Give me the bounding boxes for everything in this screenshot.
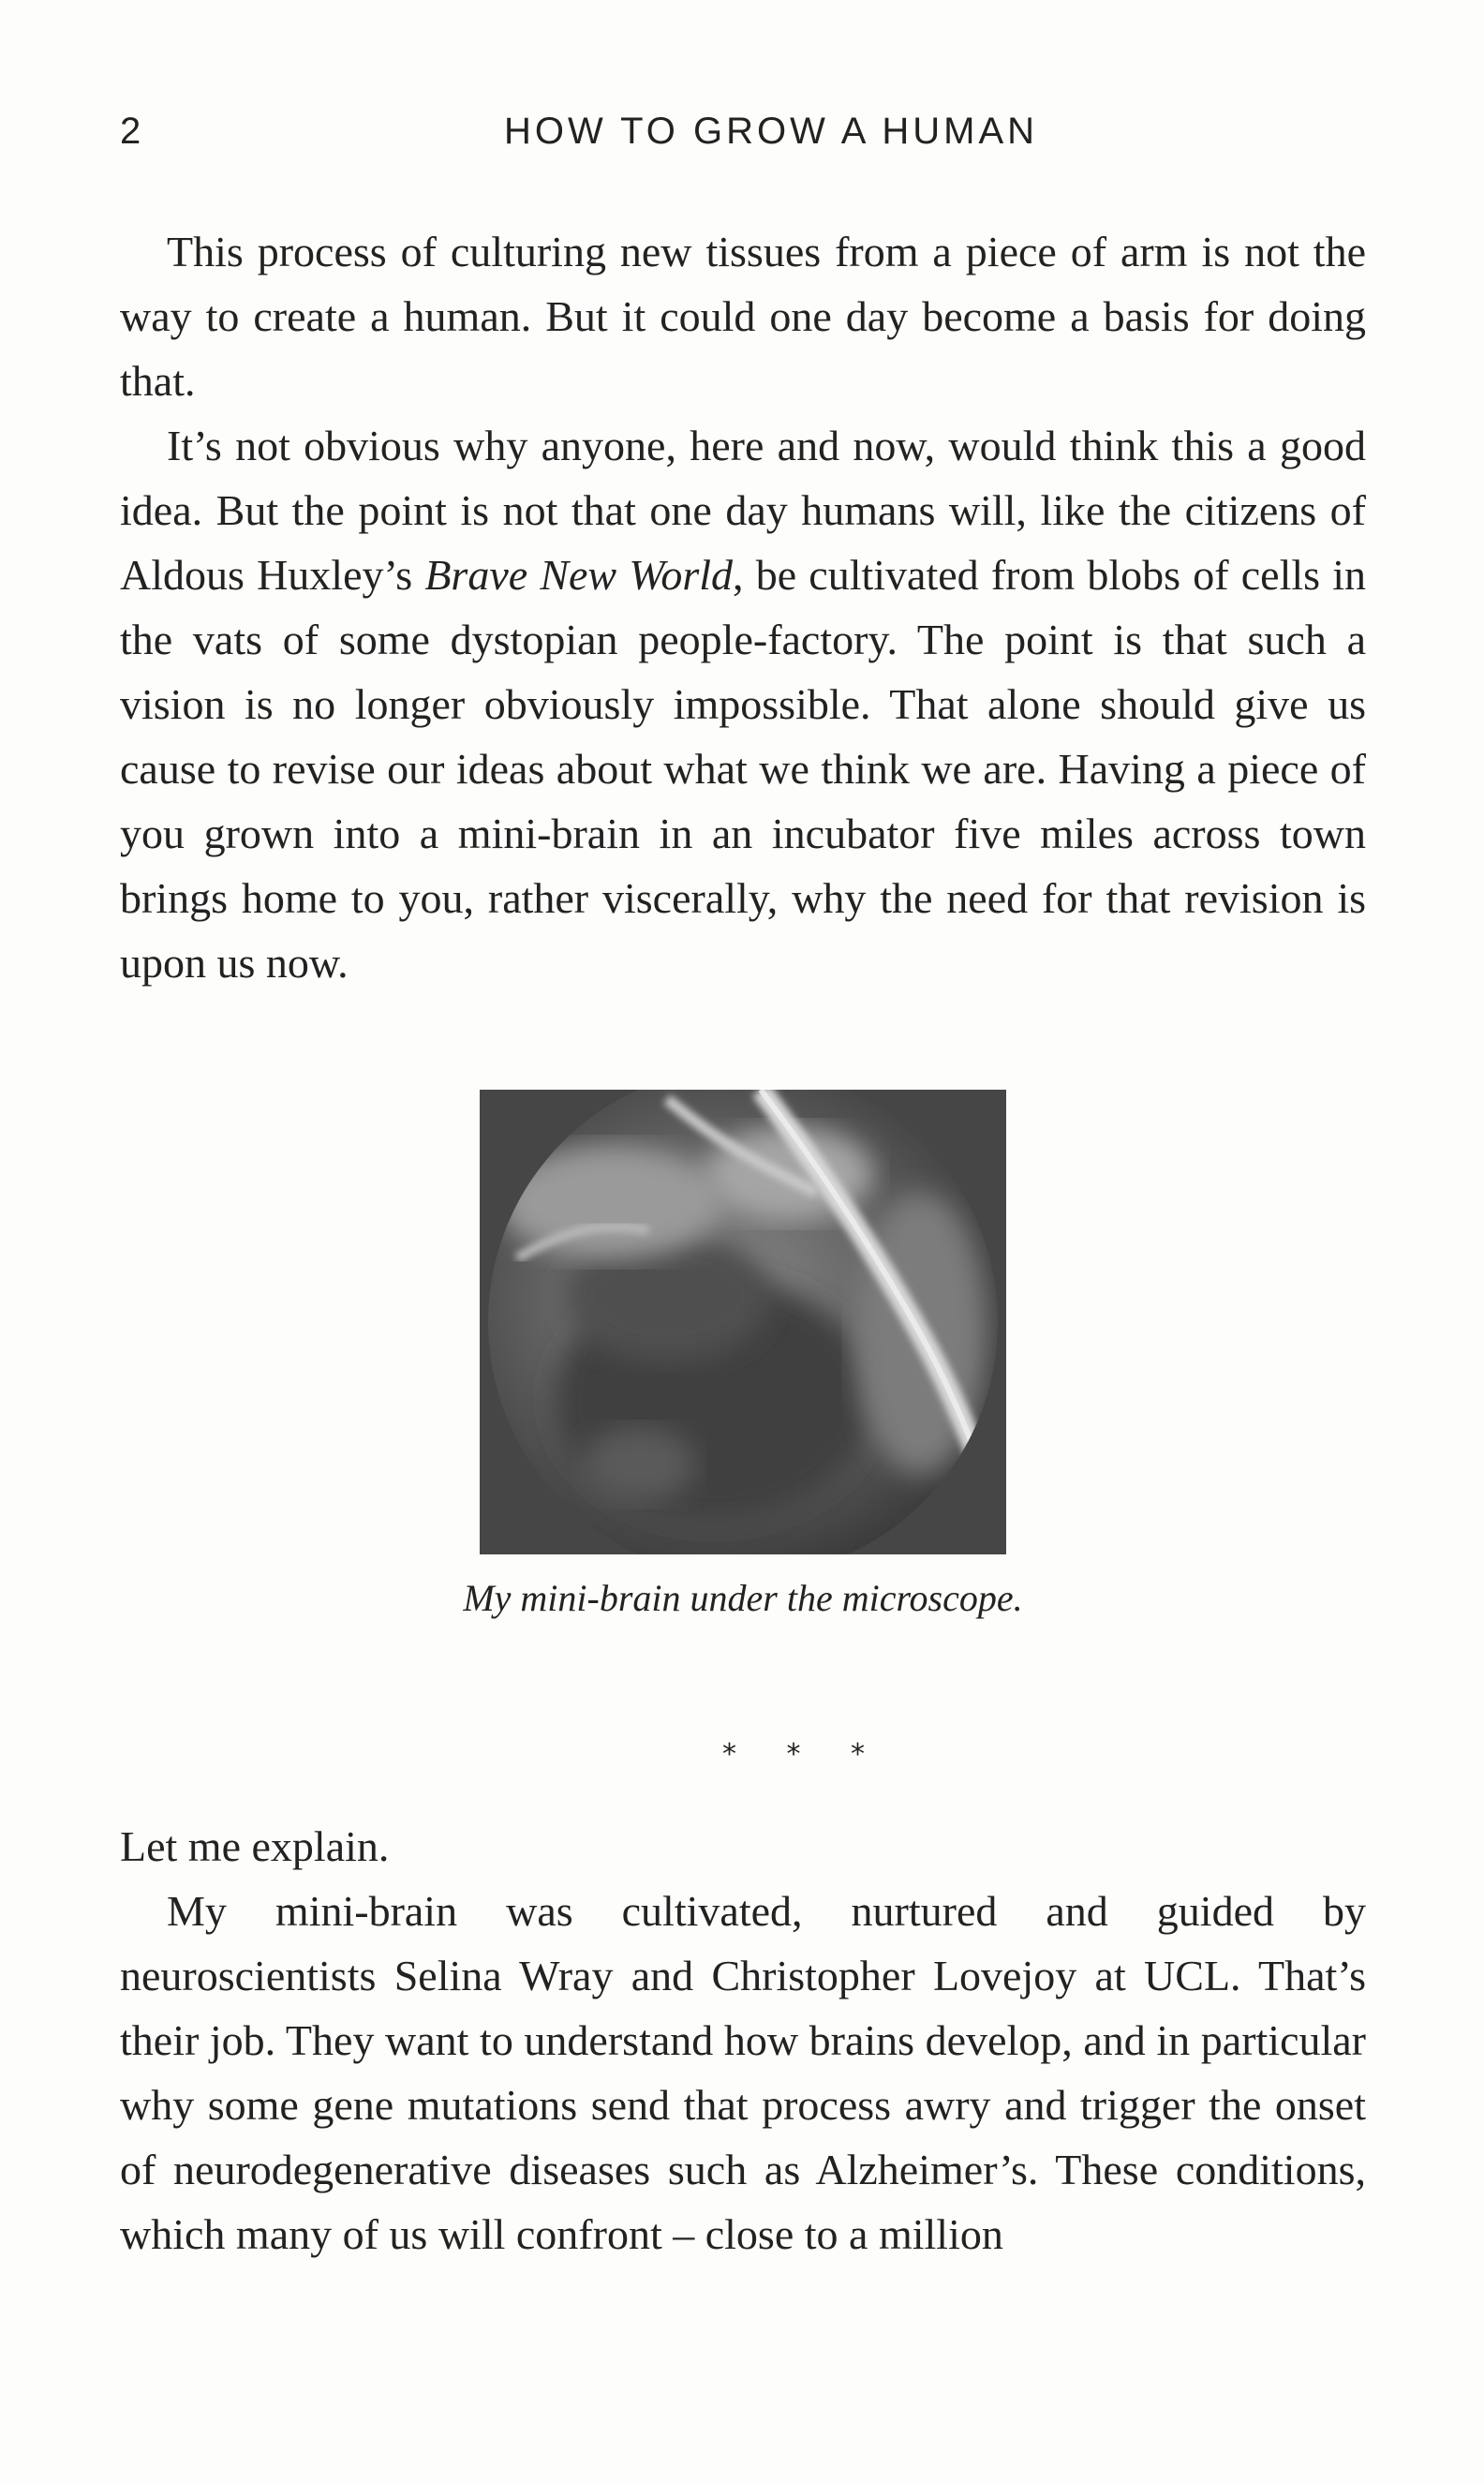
paragraph-text: , be cultivated from blobs of cells in the vats of some dystopian people-factory. The point is that such a vision is no longer obviously impossible. That alone should give us cause to revise our ideas about what we think we are. Having a piece of you grown into a mini-brain in an incubator five miles across town brings home to you, rather viscerally, why the need for that revision is upon us now. <box>120 551 1366 987</box>
microscope-photo <box>480 1090 1006 1554</box>
book-title: HOW TO GROW A HUMAN <box>503 111 1039 152</box>
paragraph-let-me-explain: Let me explain. <box>120 1822 390 1870</box>
paragraph-text: It’s not obvious why anyone, here and now, would think this a good idea. But the point is not that one day humans will, like the citizens of Aldous Huxley’s <box>120 422 1366 599</box>
body-text-top <box>120 219 1366 995</box>
paragraph-culturing: This process of culturing new tissues from a piece of arm is not the way to create a human. But it could one day become a basis for doing that. <box>120 228 1366 405</box>
running-head <box>120 111 1366 167</box>
body-text-bottom <box>120 1814 1366 2266</box>
paragraph-brave-new-world <box>120 413 1366 995</box>
book-title-reference: Brave New World <box>424 551 734 599</box>
section-separator: * * * <box>721 1738 886 1771</box>
paragraph-mini-brain-cultivated: My mini-brain was cultivated, nurtured and guided by neuroscientists Selina Wray and Christopher Lovejoy at UCL. That’s their job. They want to understand how brains develop, and in particular why some gene mutations send that process awry and trigger the onset of neurodegenerative diseases such as Alzheimer’s. These conditions, which many of us will confront – close to a million <box>120 1887 1366 2258</box>
page-number: 2 <box>120 111 142 152</box>
figure-caption: My mini-brain under the microscope. <box>463 1577 1023 1619</box>
